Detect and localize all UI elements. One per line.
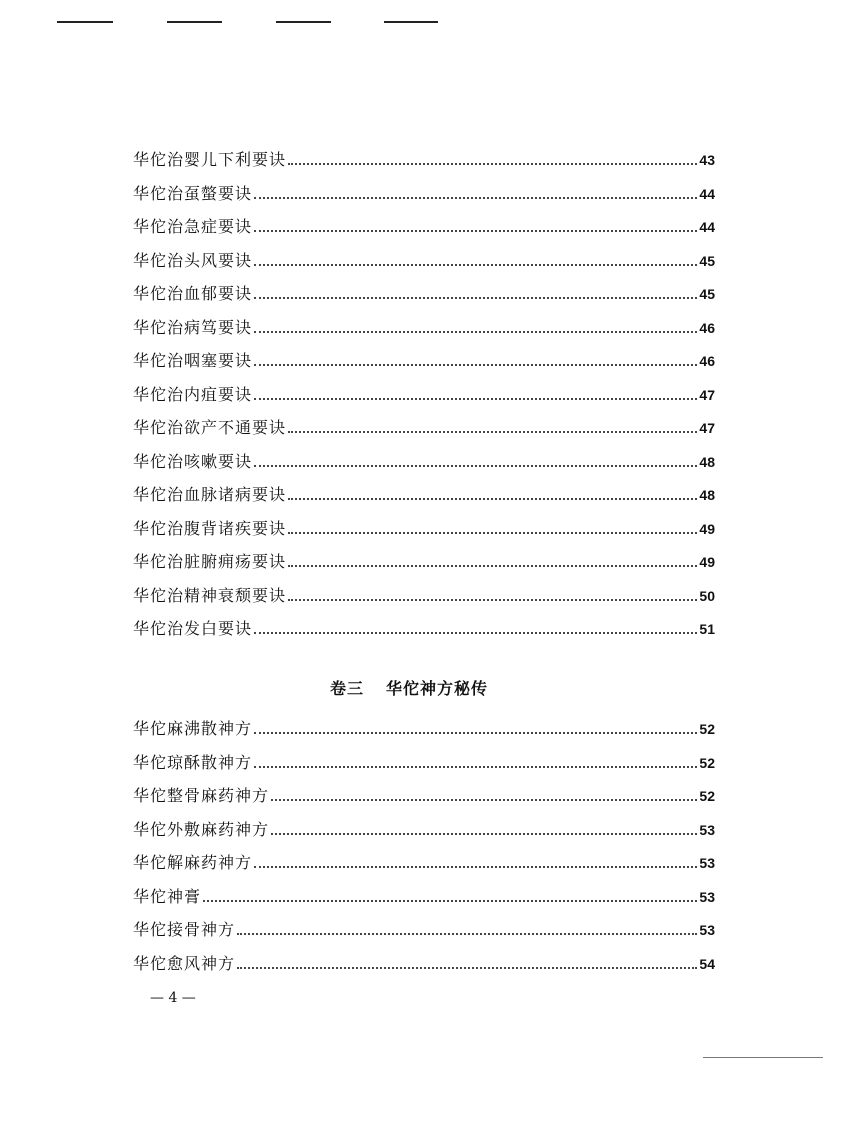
toc-entry[interactable]	[133, 385, 715, 419]
dot-leader	[271, 799, 697, 801]
dot-leader	[288, 565, 697, 567]
toc-entry-page: 45	[699, 252, 715, 269]
dot-leader	[254, 632, 697, 634]
toc-entry-title: 华佗治婴儿下利要诀	[133, 150, 287, 169]
section-volume: 卷三	[330, 679, 365, 698]
toc-entry[interactable]	[133, 485, 715, 519]
toc-entry[interactable]	[133, 318, 715, 352]
toc-entry[interactable]	[133, 954, 715, 988]
toc-entry-title: 华佗治咽塞要诀	[133, 351, 253, 370]
toc-entry-page: 50	[699, 587, 715, 604]
section-heading	[330, 676, 488, 699]
dot-leader	[254, 732, 697, 734]
toc-entry[interactable]	[133, 753, 715, 787]
toc-entry-page: 53	[699, 855, 715, 871]
toc-entry-title: 华佗治虿螫要诀	[133, 183, 253, 203]
toc-entry[interactable]	[133, 150, 715, 184]
toc-entry-page: 44	[699, 185, 715, 202]
dot-leader	[254, 197, 697, 199]
toc-entry-page: 51	[699, 621, 715, 637]
toc-entry-page: 46	[699, 353, 715, 369]
toc-entry[interactable]	[133, 920, 715, 954]
toc-entry-page: 47	[699, 386, 715, 403]
dot-leader	[254, 364, 697, 366]
dot-leader	[254, 398, 697, 400]
toc-entry-title: 华佗治发白要诀	[133, 619, 253, 638]
toc-entry[interactable]	[133, 586, 715, 620]
dot-leader	[288, 498, 697, 500]
dot-leader	[254, 766, 697, 768]
header-rule	[167, 21, 222, 23]
toc-entry[interactable]	[133, 452, 715, 486]
toc-entry-title: 华佗治内疽要诀	[133, 384, 253, 404]
toc-entry-title: 华佗治腹背诸疾要诀	[133, 518, 287, 538]
toc-list-volume-2	[133, 150, 715, 653]
toc-entry-title: 华佗治脏腑痈疡要诀	[133, 552, 287, 571]
toc-entry-title: 华佗神膏	[133, 886, 202, 906]
toc-entry[interactable]	[133, 820, 715, 854]
toc-entry-page: 48	[699, 487, 715, 503]
toc-entry-title: 华佗治血郁要诀	[133, 284, 253, 303]
toc-entry-page: 48	[699, 453, 715, 470]
dot-leader	[288, 163, 697, 165]
toc-entry-page: 43	[699, 152, 715, 168]
header-rule	[384, 21, 438, 23]
toc-entry-page: 49	[699, 520, 715, 537]
toc-entry-page: 54	[699, 955, 715, 972]
toc-entry-page: 53	[699, 821, 715, 838]
toc-entry[interactable]	[133, 519, 715, 553]
toc-entry-title: 华佗解麻药神方	[133, 853, 253, 872]
toc-entry-title: 华佗治欲产不通要诀	[133, 418, 287, 437]
dot-leader	[254, 297, 697, 299]
toc-entry-page: 44	[699, 219, 715, 235]
toc-entry[interactable]	[133, 284, 715, 318]
toc-entry-page: 53	[699, 922, 715, 938]
toc-entry[interactable]	[133, 184, 715, 218]
toc-entry[interactable]	[133, 217, 715, 251]
toc-entry[interactable]	[133, 619, 715, 653]
section-title: 华佗神方秘传	[386, 679, 489, 698]
toc-entry[interactable]	[133, 786, 715, 820]
header-rule	[276, 21, 331, 23]
toc-entry-page: 52	[699, 788, 715, 804]
toc-entry[interactable]	[133, 853, 715, 887]
toc-entry[interactable]	[133, 418, 715, 452]
dot-leader	[271, 833, 697, 835]
dot-leader	[237, 933, 697, 935]
toc-entry-title: 华佗治精神衰颓要诀	[133, 585, 287, 605]
toc-entry[interactable]	[133, 719, 715, 753]
toc-entry-title: 华佗治血脉诸病要诀	[133, 485, 287, 504]
toc-entry-title: 华佗愈风神方	[133, 953, 236, 973]
toc-entry-title: 华佗麻沸散神方	[133, 719, 253, 738]
toc-entry[interactable]	[133, 887, 715, 921]
dot-leader	[288, 599, 697, 601]
page-number: — 4 —	[150, 990, 196, 1006]
header-rule	[57, 21, 113, 23]
dot-leader	[203, 900, 697, 902]
toc-entry-title: 华佗治病笃要诀	[133, 317, 253, 337]
dot-leader	[254, 264, 697, 266]
toc-entry-page: 49	[699, 554, 715, 570]
toc-entry[interactable]	[133, 552, 715, 586]
toc-entry-title: 华佗外敷麻药神方	[133, 819, 270, 839]
scan-artifact	[703, 1057, 823, 1058]
toc-entry-title: 华佗治咳嗽要诀	[133, 451, 253, 471]
dot-leader	[254, 331, 697, 333]
toc-entry-page: 46	[699, 319, 715, 336]
dot-leader	[254, 866, 697, 868]
toc-entry-title: 华佗整骨麻药神方	[133, 786, 270, 805]
toc-entry[interactable]	[133, 351, 715, 385]
toc-list-volume-3	[133, 719, 715, 987]
toc-entry-page: 52	[699, 754, 715, 771]
toc-entry-title: 华佗治急症要诀	[133, 217, 253, 236]
toc-entry-title: 华佗琼酥散神方	[133, 752, 253, 772]
dot-leader	[288, 431, 697, 433]
dot-leader	[288, 532, 697, 534]
toc-entry-page: 45	[699, 286, 715, 302]
toc-entry-title: 华佗接骨神方	[133, 920, 236, 939]
toc-entry[interactable]	[133, 251, 715, 285]
dot-leader	[254, 465, 697, 467]
toc-entry-page: 53	[699, 888, 715, 905]
dot-leader	[237, 967, 697, 969]
dot-leader	[254, 230, 697, 232]
toc-entry-page: 47	[699, 420, 715, 436]
toc-entry-page: 52	[699, 721, 715, 737]
toc-entry-title: 华佗治头风要诀	[133, 250, 253, 270]
